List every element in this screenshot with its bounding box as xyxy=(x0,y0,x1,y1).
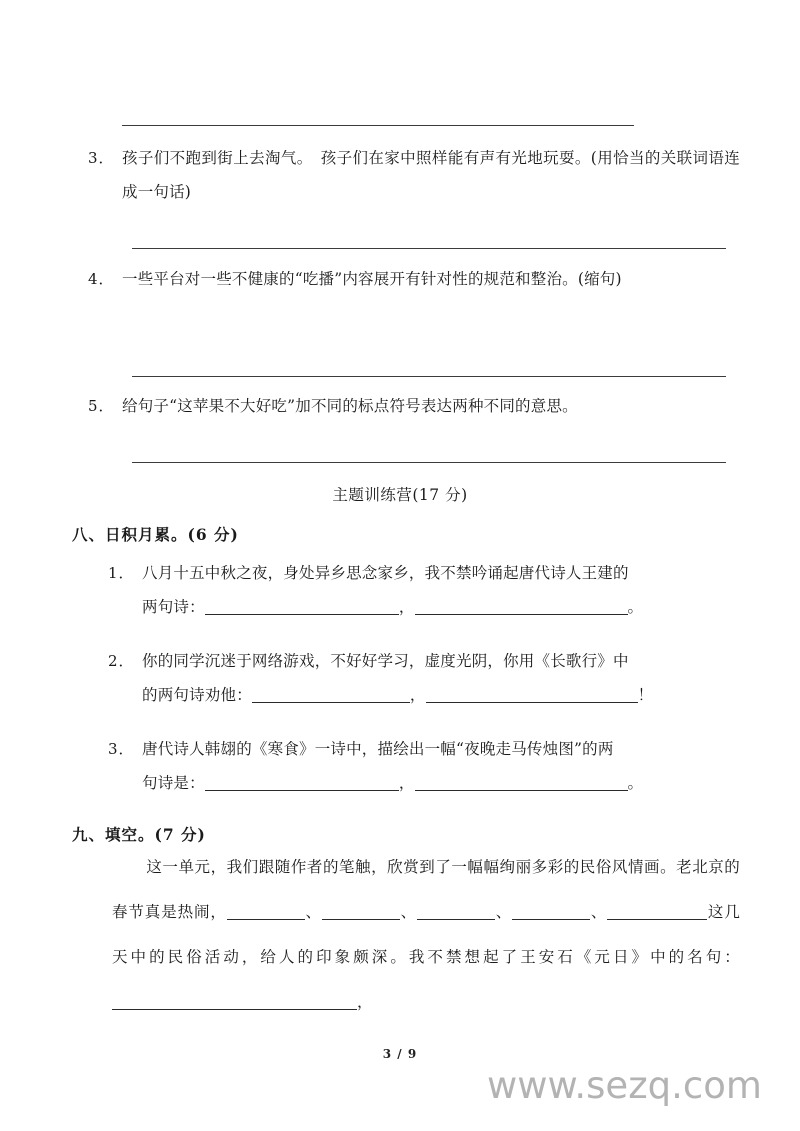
section-nine-part1: 这一单元，我们跟随作者的笔触，欣赏到了一幅幅绚丽多彩的民俗风情画。老北京的春节真是热闹， xyxy=(112,858,740,921)
section-heading-nine-points: (7 分) xyxy=(154,825,206,844)
section-eight-item-1-line1: 八月十五中秋之夜，身处异乡思念家乡，我不禁吟诵起唐代诗人王建的 xyxy=(142,564,629,582)
section-nine-sep2: 、 xyxy=(399,903,418,921)
question-5 xyxy=(88,389,740,423)
section-eight-item-2-body xyxy=(142,644,740,712)
answer-blank[interactable] xyxy=(205,773,399,791)
answer-blank[interactable] xyxy=(205,597,399,615)
section-heading-eight xyxy=(72,522,239,548)
question-3-number: 3． xyxy=(88,149,115,167)
section-eight-item-1-number: 1． xyxy=(108,564,135,582)
answer-rule-q3 xyxy=(132,248,726,249)
section-eight-item-3-prefix: 句诗是： xyxy=(142,774,205,792)
answer-blank[interactable] xyxy=(512,902,590,920)
question-4 xyxy=(88,262,740,296)
section-eight-item-3-suffix: 。 xyxy=(627,774,644,792)
section-eight-item-3-body xyxy=(142,732,740,800)
section-eight-item-1-suffix: 。 xyxy=(627,598,644,616)
section-eight-item-2-line1: 你的同学沉迷于网络游戏，不好好学习，虚度光阴，你用《长歌行》中 xyxy=(142,652,629,670)
section-banner-title: 主题训练营(17 分) xyxy=(332,486,468,504)
section-nine-part3: ， xyxy=(357,993,373,1011)
answer-blank[interactable] xyxy=(112,992,357,1010)
page-number: 3 / 9 xyxy=(382,1047,418,1061)
section-eight-item-1-mid: ， xyxy=(398,598,415,616)
section-eight-item-3-number: 3． xyxy=(108,740,135,758)
section-eight-item-2-prefix: 的两句诗劝他： xyxy=(142,686,252,704)
section-eight-item-3-mid: ， xyxy=(398,774,415,792)
section-eight-item-1-prefix: 两句诗： xyxy=(142,598,205,616)
answer-blank[interactable] xyxy=(252,685,410,703)
section-nine-part2: 这几天中的民俗活动，给人的印象颇深。我不禁想起了王安石《元日》中的名句： xyxy=(112,903,741,966)
answer-rule-q4 xyxy=(132,376,726,377)
section-eight-item-3 xyxy=(108,732,740,800)
question-3-text: 孩子们不跑到街上去淘气。 孩子们在家中照样能有声有光地玩耍。(用恰当的关联词语连成一句话) xyxy=(122,149,740,201)
section-nine-sep1: 、 xyxy=(304,903,322,921)
answer-blank[interactable] xyxy=(227,902,305,920)
section-heading-eight-label: 八、日积月累。 xyxy=(72,525,188,544)
section-eight-item-1-body xyxy=(142,556,740,624)
section-nine-sep3: 、 xyxy=(495,903,513,921)
section-heading-nine-label: 九、填空。 xyxy=(72,825,155,844)
watermark: www.sezq.com xyxy=(487,1064,762,1107)
section-eight-item-2-suffix: ！ xyxy=(637,686,654,704)
section-eight-item-1 xyxy=(108,556,740,624)
question-4-number: 4． xyxy=(88,270,115,288)
section-eight-item-3-line1: 唐代诗人韩翃的《寒食》一诗中，描绘出一幅“夜晚走马传烛图”的两 xyxy=(142,740,614,758)
section-nine-paragraph xyxy=(112,845,740,1025)
question-4-text: 一些平台对一些不健康的“吃播”内容展开有针对性的规范和整治。(缩句) xyxy=(122,270,622,288)
question-5-number: 5． xyxy=(88,397,115,415)
section-nine-sep4: 、 xyxy=(590,903,608,921)
answer-rule-q5 xyxy=(132,462,726,463)
section-eight-item-2-mid: ， xyxy=(409,686,426,704)
answer-blank[interactable] xyxy=(607,902,707,920)
answer-blank[interactable] xyxy=(415,597,628,615)
answer-rule-top xyxy=(122,125,634,126)
section-heading-eight-points: (6 分) xyxy=(187,525,239,544)
question-3 xyxy=(88,141,740,209)
question-5-text: 给句子“这苹果不大好吃”加不同的标点符号表达两种不同的意思。 xyxy=(122,397,578,415)
answer-blank[interactable] xyxy=(426,685,638,703)
section-eight-item-2-number: 2． xyxy=(108,652,135,670)
answer-blank[interactable] xyxy=(322,902,400,920)
section-eight-item-2 xyxy=(108,644,740,712)
answer-blank[interactable] xyxy=(417,902,495,920)
answer-blank[interactable] xyxy=(415,773,628,791)
